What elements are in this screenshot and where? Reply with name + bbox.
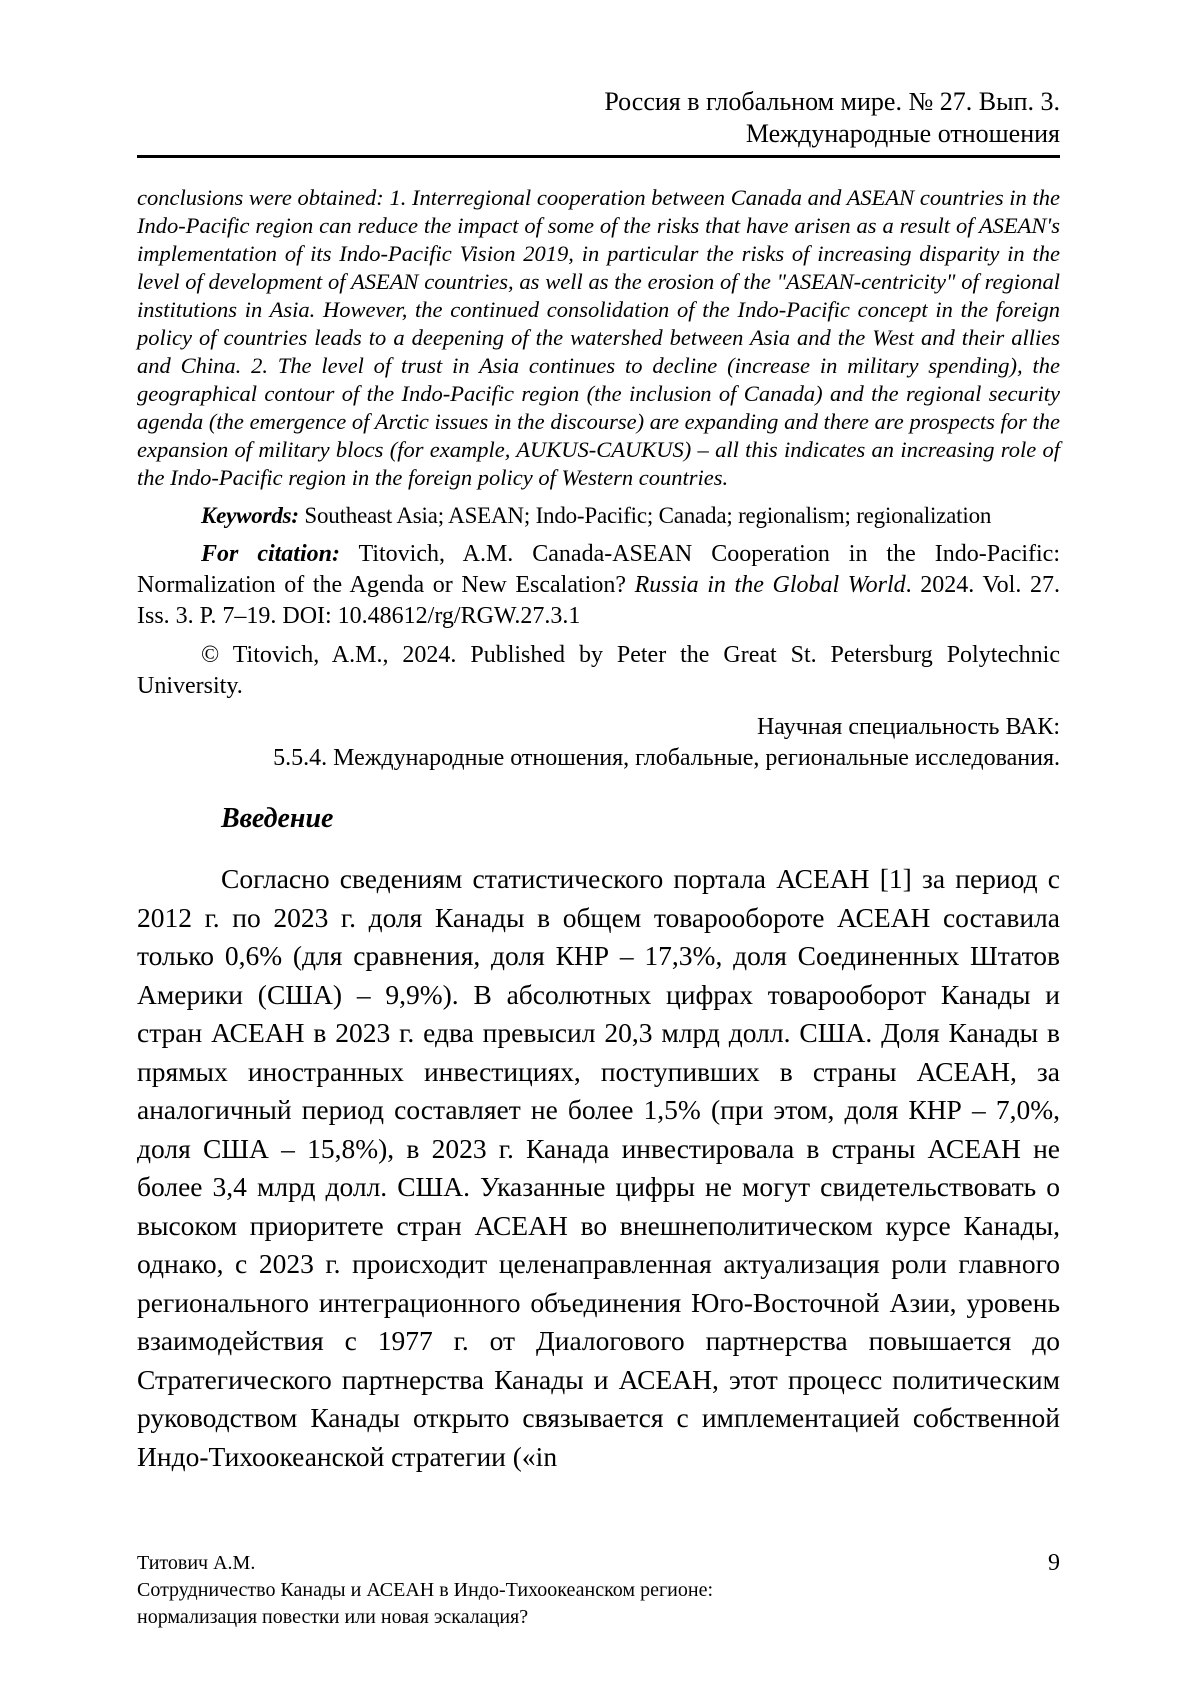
vak-line1: Научная специальность ВАК: [756, 714, 1060, 740]
citation-text-before-journal: Titovich, A.M. Canada-ASEAN Cooperation in the Indo-Pacific: Normalization of the Agenda or New Escalation? [137, 541, 1060, 598]
header-section-line: Международные отношения [745, 119, 1060, 148]
page-header [137, 86, 1060, 158]
vak-specialty-block [137, 712, 1060, 774]
citation-paragraph [137, 539, 1060, 632]
keywords-label: Keywords: [201, 503, 299, 528]
introduction-paragraph: Согласно сведениям статистического портала АСЕАН [1] за период с 2012 г. по 2023 г. доля Канады в общем товарообороте АСЕАН составила только 0,6% (для сравнения, доля КНР – 17,3%, доля Соединенных Штатов Америки (США) – 9,9%). В абсолютных цифрах товарооборот Канады и стран АСЕАН в 2023 г. едва превысил 20,3 млрд долл. США. Доля Канады в прямых иностранных инвестициях, поступивших в страны АСЕАН, за аналогичный период составляет не более 1,5% (при этом, доля КНР – 7,0%, доля США – 15,8%), в 2023 г. Канада инвестировала в страны АСЕАН не более 3,4 млрд долл. США. Указанные цифры не могут свидетельствовать о высоком приоритете стран АСЕАН во внешнеполитическом курсе Канады, однако, с 2023 г. происходит целенаправленная актуализация роли главного регионального интеграционного объединения Юго-Восточной Азии, уровень взаимодействия с 1977 г. от Диалогового партнерства повышается до Стратегического партнерства Канады и АСЕАН, этот процесс политическим руководством Канады открыто связывается с имплементацией собственной Индо-Тихоокеанской стратегии («in [137, 863, 1060, 1472]
copyright-paragraph: © Titovich, A.M., 2024. Published by Peter the Great St. Petersburg Polytechnic University. [137, 642, 1060, 699]
page-footer [137, 1550, 1060, 1631]
citation-journal-title: Russia in the Global World [634, 572, 906, 598]
header-journal-line: Россия в глобальном мире. № 27. Вып. 3. [604, 87, 1060, 116]
citation-label: For citation: [201, 541, 340, 567]
page-number: 9 [1048, 1550, 1060, 1576]
citation-text-after-journal: . 2024. Vol. 27. Iss. 3. P. 7–19. DOI: 10.48612/rg/RGW.27.3.1 [137, 572, 1060, 629]
section-heading-introduction: Введение [221, 803, 334, 834]
footer-author: Титович А.М. [137, 1552, 256, 1574]
footer-article-title-line1: Сотрудничество Канады и АСЕАН в Индо-Тихоокеанском регионе: [137, 1579, 713, 1601]
keywords-paragraph [137, 500, 1060, 531]
footer-article-title-line2: нормализация повестки или новая эскалация? [137, 1606, 529, 1628]
abstract-paragraph: conclusions were obtained: 1. Interregional cooperation between Canada and ASEAN countries in the Indo-Pacific region can reduce the impact of some of the risks that have arisen as a result of ASEAN's implementation of its Indo-Pacific Vision 2019, in particular the risks of increasing disparity in the level of development of ASEAN countries, as well as the erosion of the "ASEAN-centricity" of regional institutions in Asia. However, the continued consolidation of the Indo-Pacific concept in the foreign policy of countries leads to a deepening of the watershed between Asia and the West and their allies and China. 2. The level of trust in Asia continues to decline (increase in military spending), the geographical contour of the Indo-Pacific region (the inclusion of Canada) and the regional security agenda (the emergence of Arctic issues in the discourse) are expanding and there are prospects for the expansion of military blocs (for example, AUKUS-CAUKUS) – all this indicates an increasing role of the Indo-Pacific region in the foreign policy of Western countries. [137, 185, 1060, 490]
vak-line2: 5.5.4. Международные отношения, глобальные, региональные исследования. [273, 745, 1060, 771]
keywords-text: Southeast Asia; ASEAN; Indo-Pacific; Canada; regionalism; regionalization [298, 503, 992, 528]
